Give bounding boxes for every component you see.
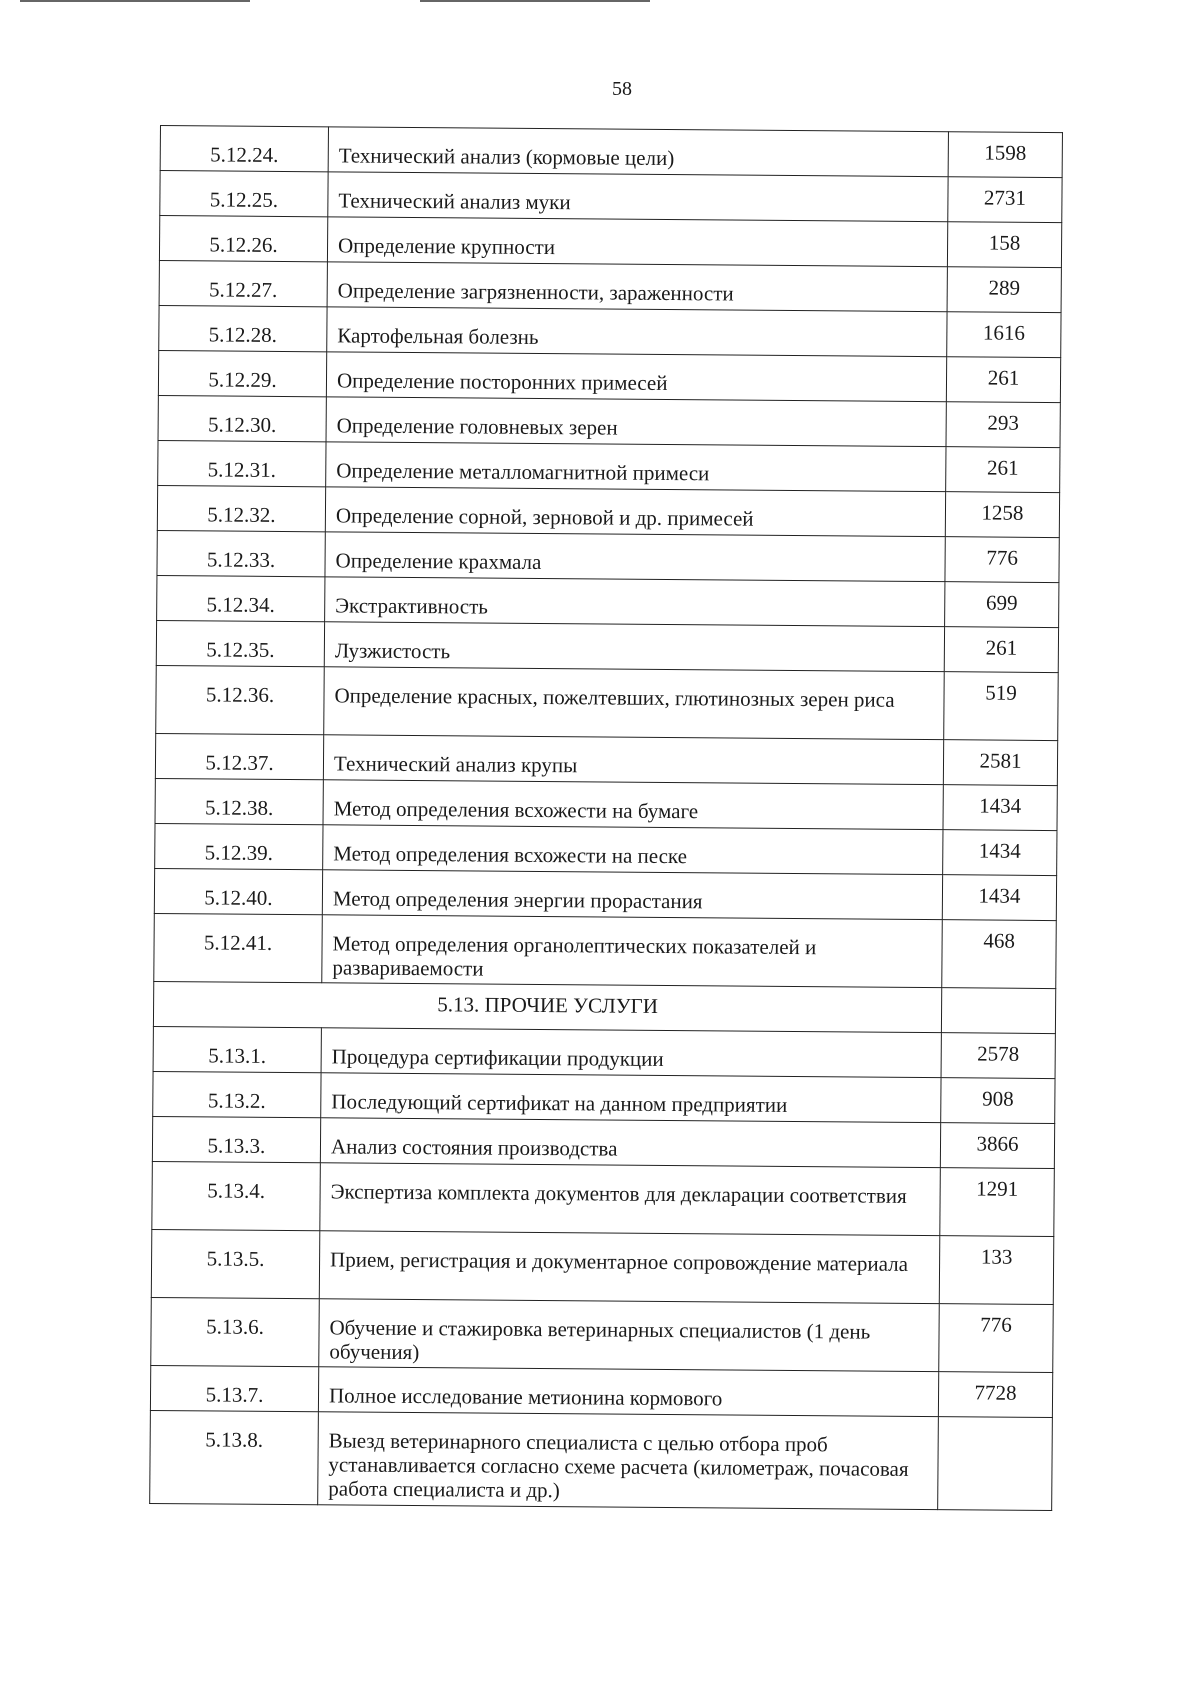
item-code: 5.12.29. — [158, 350, 326, 396]
table-row — [160, 126, 1062, 178]
item-name: Процедура сертификации продукции — [321, 1028, 941, 1078]
item-name: Экстрактивность — [325, 577, 945, 627]
item-price: 776 — [945, 537, 1059, 583]
item-price: 289 — [947, 267, 1061, 313]
table-row — [156, 665, 1059, 740]
table-row — [153, 1071, 1055, 1123]
table-row — [159, 305, 1061, 357]
item-name: Определение посторонних примесей — [326, 352, 946, 402]
scan-edge-line — [420, 0, 650, 2]
table-row — [153, 1026, 1055, 1078]
item-name: Анализ состояния производства — [320, 1118, 940, 1168]
item-code: 5.13.5. — [151, 1229, 320, 1298]
item-name: Технический анализ крупы — [323, 735, 943, 785]
item-name: Экспертиза комплекта документов для декларации соответствия — [320, 1163, 941, 1236]
item-price: 261 — [944, 627, 1058, 673]
item-name: Последующий сертификат на данном предприятии — [321, 1073, 941, 1123]
item-name: Технический анализ (кормовые цели) — [328, 127, 948, 177]
item-price: 261 — [946, 447, 1060, 493]
item-price: 3866 — [940, 1123, 1054, 1169]
item-name: Метод определения энергии прорастания — [322, 870, 942, 920]
item-code: 5.12.38. — [155, 778, 323, 824]
item-code: 5.12.37. — [155, 733, 323, 779]
table-row — [155, 778, 1057, 830]
item-code: 5.13.6. — [151, 1297, 320, 1366]
item-code: 5.13.8. — [150, 1410, 319, 1504]
item-name: Метод определения органолептических показателей и развариваемости — [322, 915, 943, 988]
item-price: 1291 — [940, 1168, 1055, 1237]
item-name: Обучение и стажировка ветеринарных специалистов (1 день обучения) — [319, 1299, 940, 1372]
item-name: Определение загрязненности, зараженности — [327, 262, 947, 312]
item-name: Определение крахмала — [325, 532, 945, 582]
table-row — [157, 485, 1059, 537]
item-price: 2581 — [943, 740, 1057, 786]
item-price: 1434 — [943, 785, 1057, 831]
table-row — [154, 913, 1057, 988]
item-price: 293 — [946, 402, 1060, 448]
item-name: Выезд ветеринарного специалиста с целью отбора проб устанавливается согласно схеме расчета (километраж, почасовая работа специалиста и др.) — [318, 1412, 939, 1510]
item-price: 2731 — [948, 177, 1062, 223]
table-row — [158, 350, 1060, 402]
table-row — [150, 1410, 1053, 1510]
table-row — [156, 620, 1058, 672]
item-price: 133 — [939, 1236, 1054, 1305]
table-row — [159, 216, 1061, 268]
item-code: 5.13.4. — [152, 1161, 321, 1230]
item-name: Полное исследование метионина кормового — [318, 1367, 938, 1417]
item-name: Определение головневых зерен — [326, 397, 946, 447]
item-code: 5.12.26. — [159, 216, 327, 262]
section-title: 5.13. ПРОЧИЕ УСЛУГИ — [153, 981, 941, 1032]
table-row — [155, 733, 1057, 785]
item-price: 158 — [947, 222, 1061, 268]
item-code: 5.12.36. — [156, 665, 325, 734]
item-code: 5.12.40. — [154, 868, 322, 914]
item-code: 5.12.41. — [154, 913, 323, 982]
item-code: 5.12.30. — [158, 395, 326, 441]
item-name: Определение крупности — [327, 217, 947, 267]
item-code: 5.12.33. — [157, 530, 325, 576]
table-row — [157, 530, 1059, 582]
item-name: Определение металломагнитной примеси — [326, 442, 946, 492]
scan-edge-line — [20, 0, 250, 2]
item-price: 468 — [942, 920, 1057, 989]
item-code: 5.12.24. — [160, 126, 328, 172]
item-name: Метод определения всхожести на бумаге — [323, 780, 943, 830]
page-number: 58 — [612, 78, 632, 100]
item-code: 5.12.31. — [158, 440, 326, 486]
item-price: 1598 — [948, 132, 1062, 178]
item-code: 5.12.39. — [155, 823, 323, 869]
price-table — [149, 125, 1063, 1511]
table-row — [158, 395, 1060, 447]
item-name: Определение сорной, зерновой и др. примесей — [325, 487, 945, 537]
item-price: 1616 — [947, 312, 1061, 358]
item-name: Метод определения всхожести на песке — [323, 825, 943, 875]
table-row — [154, 868, 1056, 920]
item-name: Прием, регистрация и документарное сопровождение материала — [319, 1231, 940, 1304]
item-price: 699 — [945, 582, 1059, 628]
item-code: 5.12.35. — [156, 620, 324, 666]
item-code: 5.12.34. — [157, 575, 325, 621]
table-row — [150, 1365, 1052, 1417]
item-code: 5.12.27. — [159, 260, 327, 306]
item-code: 5.13.3. — [152, 1116, 320, 1162]
item-price: 1258 — [945, 492, 1059, 538]
section-empty-cell — [941, 988, 1055, 1034]
table-row — [159, 260, 1061, 312]
table-row — [157, 575, 1059, 627]
item-code: 5.13.2. — [153, 1071, 321, 1117]
item-price — [938, 1417, 1053, 1511]
item-price: 261 — [946, 357, 1060, 403]
item-name: Определение красных, пожелтевших, глютинозных зерен риса — [324, 667, 945, 740]
item-price: 776 — [939, 1304, 1054, 1373]
table-row — [160, 171, 1062, 223]
item-code: 5.12.28. — [159, 305, 327, 351]
item-price: 7728 — [938, 1372, 1052, 1418]
item-code: 5.13.7. — [150, 1365, 318, 1411]
item-price: 908 — [941, 1078, 1055, 1124]
item-name: Технический анализ муки — [328, 172, 948, 222]
item-price: 1434 — [943, 830, 1057, 876]
item-price: 1434 — [942, 875, 1056, 921]
item-code: 5.13.1. — [153, 1026, 321, 1072]
item-code: 5.12.25. — [160, 171, 328, 217]
item-name: Картофельная болезнь — [327, 307, 947, 357]
table-row — [158, 440, 1060, 492]
table-row — [155, 823, 1057, 875]
item-name: Лузжистость — [324, 622, 944, 672]
table-row — [151, 1229, 1054, 1304]
table-row — [152, 1161, 1055, 1236]
table-row — [152, 1116, 1054, 1168]
item-price: 519 — [944, 672, 1059, 741]
item-code: 5.12.32. — [157, 485, 325, 531]
section-row — [153, 981, 1055, 1033]
table-row — [151, 1297, 1054, 1372]
item-price: 2578 — [941, 1033, 1055, 1079]
